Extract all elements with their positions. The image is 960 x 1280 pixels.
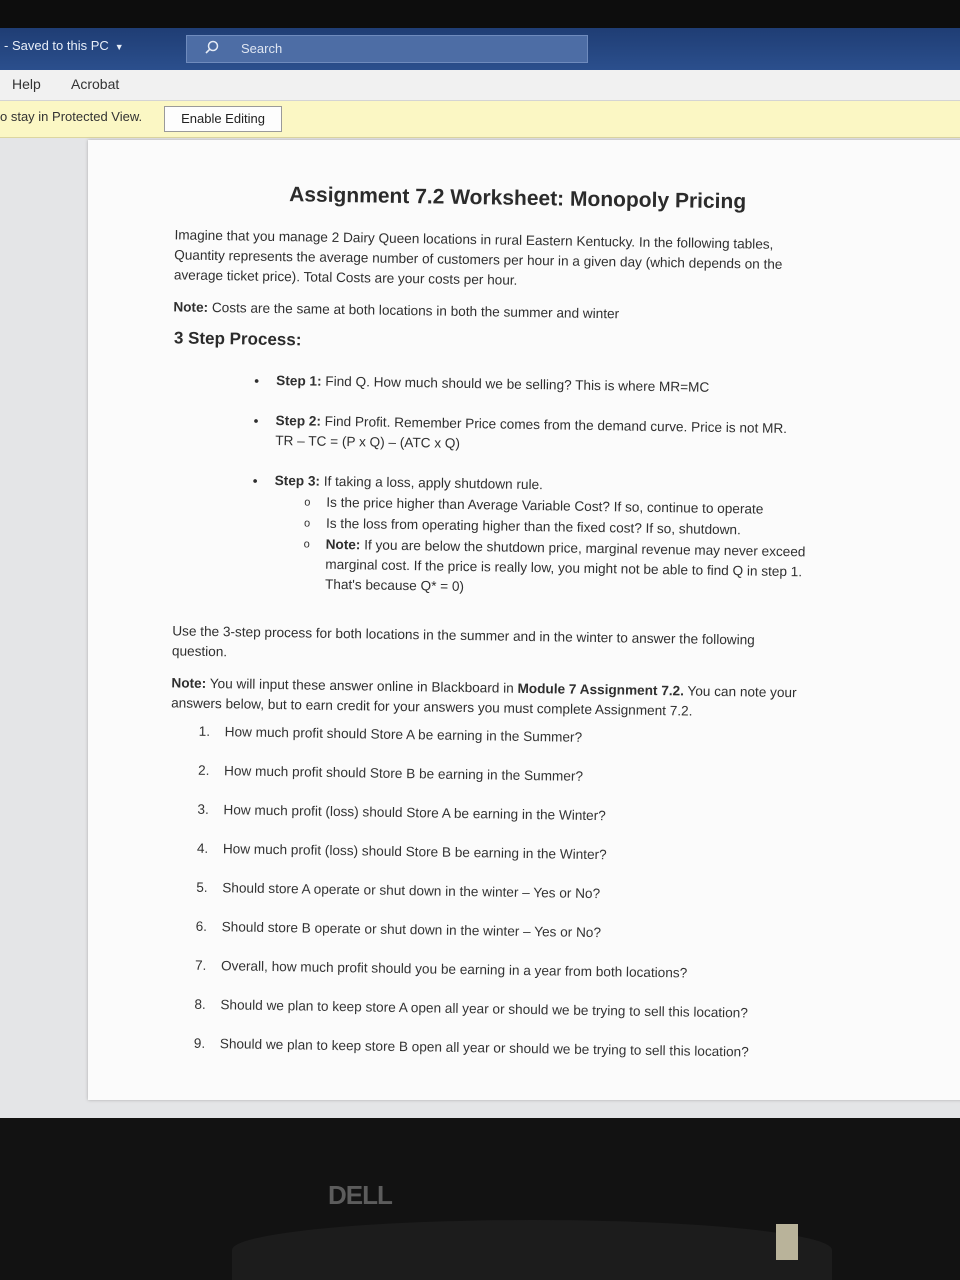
bullet-icon: •	[252, 472, 258, 489]
menu-help[interactable]: Help	[12, 76, 41, 92]
monitor-stand	[232, 1220, 832, 1280]
question-text: Should store B operate or shut down in the winter – Yes or No?	[221, 919, 602, 941]
question-item	[194, 1036, 749, 1060]
note-costs	[173, 297, 619, 324]
note-label: Note:	[325, 536, 361, 553]
document-title: Assignment 7.2 Worksheet: Monopoly Pricing	[288, 183, 747, 214]
question-number: 3.	[197, 801, 209, 817]
dell-logo: DELL	[328, 1180, 392, 1210]
sub-bullet-3-line: That's because Q* = 0)	[324, 576, 465, 594]
menu-bar	[0, 70, 960, 101]
question-text: How much profit (loss) should Store A be earning in the Winter?	[223, 802, 606, 824]
document-content	[72, 140, 960, 1118]
question-item	[198, 763, 583, 784]
monitor-sticker	[776, 1224, 798, 1260]
step-text: Find Q. How much should we be selling? This is where MR=MC	[321, 373, 710, 395]
note-text: Costs are the same at both locations in both the summer and winter	[208, 299, 620, 322]
sub-bullet-2: Is the loss from operating higher than the fixed cost? If so, shutdown.	[325, 515, 741, 538]
step-label: Step 3:	[274, 472, 321, 489]
question-number: 6.	[195, 918, 208, 934]
question-text: How much profit should Store B be earning in the Summer?	[223, 763, 584, 784]
note-label: Note:	[173, 299, 209, 315]
step-text: If taking a loss, apply shutdown rule.	[319, 473, 544, 493]
circle-bullet-icon: o	[303, 538, 310, 551]
step-2-formula: TR – TC = (P x Q) – (ATC x Q)	[275, 432, 461, 451]
search-icon	[205, 40, 219, 54]
use-paragraph-line: question.	[171, 643, 228, 660]
circle-bullet-icon: o	[303, 517, 311, 530]
question-item	[199, 724, 583, 745]
search-placeholder: Search	[241, 41, 283, 56]
document-page[interactable]	[88, 140, 960, 1100]
question-number: 1.	[198, 723, 211, 739]
question-text: Should we plan to keep store A open all year or should we be trying to sell this location?	[220, 997, 748, 1021]
bullet-icon: •	[253, 412, 259, 429]
step-label: Step 1:	[276, 372, 322, 389]
note-text: If you are below the shutdown price, marginal revenue may never exceed	[360, 537, 806, 560]
question-item	[195, 958, 687, 981]
question-number: 9.	[193, 1035, 206, 1051]
step-1-text	[276, 371, 709, 398]
question-number: 2.	[197, 762, 210, 778]
question-text: How much profit should Store A be earning in the Summer?	[224, 724, 583, 745]
sub-bullet-3-line: marginal cost. If the price is really low, you might not be able to find Q in step 1.	[325, 556, 803, 580]
enable-editing-button[interactable]: Enable Editing	[164, 106, 282, 132]
chevron-down-icon: ▼	[114, 42, 124, 52]
question-text: Overall, how much profit should you be earning in a year from both locations?	[220, 958, 688, 981]
protected-view-bar	[0, 101, 960, 138]
protected-view-message: o stay in Protected View.	[0, 109, 143, 124]
step-3-text	[275, 471, 544, 495]
question-item	[197, 841, 607, 862]
step-1	[254, 371, 259, 392]
step-2	[253, 411, 258, 432]
intro-line: average ticket price). Total Costs are your costs per hour.	[173, 267, 518, 288]
note-blackboard-line2: answers below, but to earn credit for your answers you must complete Assignment 7.2.	[171, 695, 693, 719]
question-item	[197, 802, 606, 823]
step-text: Find Profit. Remember Price comes from the demand curve. Price is not MR.	[320, 413, 788, 437]
intro-line: Quantity represents the average number of customers per hour in a given day (which depends on the	[174, 247, 783, 272]
question-text: Should we plan to keep store B open all year or should we be trying to sell this location?	[219, 1036, 749, 1060]
bullet-icon: •	[254, 372, 260, 389]
question-text: Should store A operate or shut down in the winter – Yes or No?	[222, 880, 601, 902]
note-label: Note:	[171, 675, 207, 691]
search-box[interactable]	[186, 35, 588, 63]
question-item	[194, 997, 748, 1021]
intro-line: Imagine that you manage 2 Dairy Queen locations in rural Eastern Kentucky. In the following tables,	[174, 227, 774, 252]
question-text: How much profit (loss) should Store B be earning in the Winter?	[222, 841, 607, 863]
title-bar	[0, 28, 960, 70]
question-number: 4.	[196, 840, 209, 856]
question-item	[196, 919, 602, 940]
note-text: You will input these answer online in Blackboard in	[206, 675, 518, 696]
question-number: 7.	[194, 957, 207, 973]
note-module: Module 7 Assignment 7.2.	[517, 680, 685, 699]
screen	[0, 28, 960, 1118]
process-heading: 3 Step Process:	[173, 328, 302, 350]
menu-acrobat[interactable]: Acrobat	[71, 76, 120, 92]
sub-bullet-1: Is the price higher than Average Variable Cost? If so, continue to operate	[326, 494, 764, 517]
step-3	[252, 471, 257, 492]
note-text: You can note your	[683, 683, 797, 701]
step-label: Step 2:	[275, 412, 322, 429]
question-number: 5.	[196, 879, 208, 895]
question-number: 8.	[194, 996, 206, 1012]
use-paragraph-line: Use the 3-step process for both locations in the summer and in the winter to answer the following	[172, 623, 755, 648]
question-item	[196, 880, 600, 901]
circle-bullet-icon: o	[304, 496, 311, 509]
save-status-label: - Saved to this PC	[4, 38, 109, 53]
save-status[interactable]	[4, 38, 124, 53]
